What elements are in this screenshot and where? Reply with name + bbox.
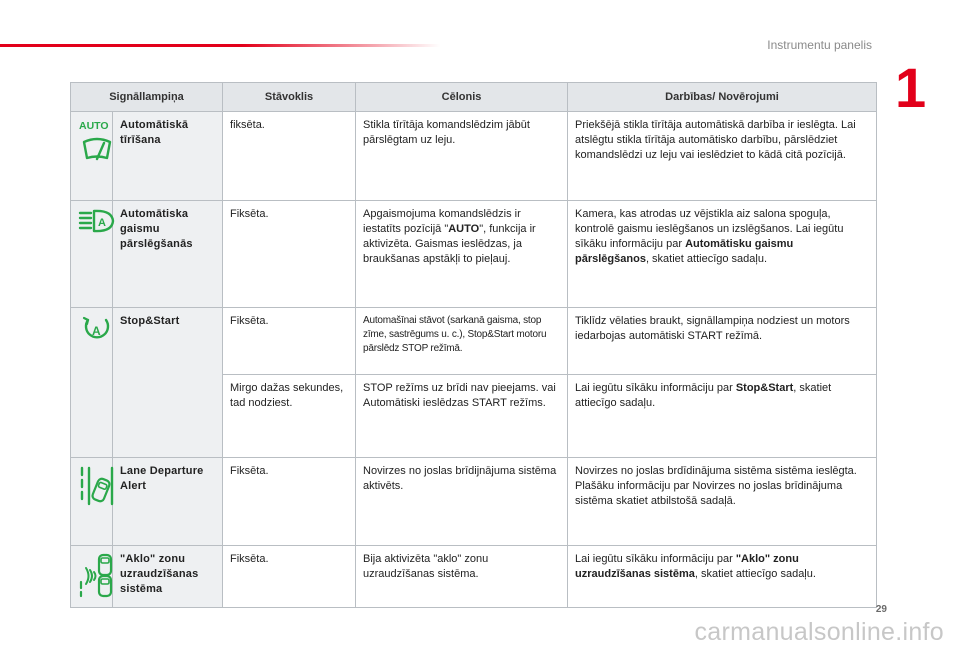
action-text: Lai iegūtu sīkāku informāciju par — [575, 553, 736, 565]
icon-cell — [71, 308, 113, 458]
action-cell — [568, 201, 877, 308]
stop-start-icon — [78, 314, 116, 344]
cause-bold-text: AUTO — [448, 223, 480, 235]
page-number: 29 — [875, 604, 887, 615]
table-row — [71, 308, 877, 375]
cause-cell: Automašīnai stāvot (sarkanā gaisma, stop zīme, sastrēgums u. c.), Stop&Start motoru pārslēdz STOP režīmā. — [356, 308, 568, 375]
table-row — [71, 458, 877, 546]
action-cell: Novirzes no joslas brdīdinājuma sistēma sistēma ieslēgta. Plašāku informāciju par Novirzes no joslas brīdinājuma sistēma skatiet atbilstošā sadaļā. — [568, 458, 877, 546]
action-text: , skatiet attiecīgo sadaļu. — [645, 253, 768, 265]
warning-lamps-table — [70, 82, 877, 608]
state-cell: Fiksēta. — [223, 546, 356, 608]
svg-text:A: A — [98, 217, 106, 229]
action-text: Kamera, kas atrodas uz vējstikla aiz salona spoguļa, kontrolē gaismu ieslēgšanos un izslēgšanos. Lai iegūtu sīkāku informāciju par — [575, 208, 844, 250]
svg-text:A: A — [92, 324, 101, 338]
action-bold-text: "Aklo" zonu uzraudzīšanas sistēma — [575, 553, 799, 580]
table-row — [71, 201, 877, 308]
icon-cell — [71, 546, 113, 608]
col-header-cause: Cēlonis — [356, 83, 568, 112]
table-row — [71, 546, 877, 608]
lamp-name: Automātiska gaismu pārslēgšanās — [113, 201, 223, 308]
blind-spot-icon — [78, 552, 116, 598]
action-text: Lai iegūtu sīkāku informāciju par — [575, 382, 736, 394]
col-header-action: Darbības/ Novērojumi — [568, 83, 877, 112]
cause-text: ", funkcija ir aktivizēta. Gaismas ieslēdzas, ja braukšanas apstākļi to pieļauj. — [363, 223, 536, 265]
action-bold-text: Stop&Start — [735, 382, 794, 394]
state-cell: Fiksēta. — [223, 201, 356, 308]
cause-text: Apgaismojuma komandslēdzis ir iestatīts pozīcijā " — [363, 208, 521, 235]
state-cell: Mirgo dažas sekundes, tad nodziest. — [223, 375, 356, 458]
auto-headlamp-icon — [78, 207, 116, 237]
table-row — [71, 112, 877, 201]
table-header-row — [71, 83, 877, 112]
cause-cell — [356, 201, 568, 308]
icon-cell — [71, 201, 113, 308]
action-bold-text: Automātisku gaismu pārslēgšanos — [575, 238, 794, 265]
state-cell: Fiksēta. — [223, 458, 356, 546]
action-cell — [568, 375, 877, 458]
section-title: Instrumentu panelis — [767, 38, 872, 52]
chapter-number: 1 — [895, 56, 927, 119]
state-cell: Fiksēta. — [223, 308, 356, 375]
header-accent-bar — [0, 44, 440, 47]
action-cell: Tiklīdz vēlaties braukt, signāllampiņa nodziest un motors iedarbojas automātiski START režīmā. — [568, 308, 877, 375]
cause-cell: Novirzes no joslas brīdijnājuma sistēma aktivēts. — [356, 458, 568, 546]
col-header-state: Stāvoklis — [223, 83, 356, 112]
auto-wiper-icon — [78, 118, 116, 166]
col-header-lamp: Signāllampiņa — [71, 83, 223, 112]
lane-departure-icon — [78, 464, 116, 508]
lamp-name: Lane Departure Alert — [113, 458, 223, 546]
icon-cell — [71, 112, 113, 201]
action-text: , skatiet attiecīgo sadaļu. — [575, 382, 832, 409]
action-text: , skatiet attiecīgo sadaļu. — [694, 568, 816, 580]
cause-cell: Bija aktivizēta "aklo" zonu uzraudzīšanas sistēma. — [356, 546, 568, 608]
action-cell — [568, 546, 877, 608]
watermark: carmanualsonline.info — [694, 618, 944, 646]
action-cell: Priekšējā stikla tīrītāja automātiskā darbība ir ieslēgta. Lai atslēgtu stikla tīrītāja automātisko darbību, pārslēdziet komandslēdzi uz leju vai ieslēdziet to kādā citā pozīcijā. — [568, 112, 877, 201]
cause-cell: Stikla tīrītāja komandslēdzim jābūt pārslēgtam uz leju. — [356, 112, 568, 201]
lamp-name: Stop&Start — [113, 308, 223, 458]
svg-text:AUTO: AUTO — [79, 120, 109, 132]
state-cell: fiksēta. — [223, 112, 356, 201]
icon-cell — [71, 458, 113, 546]
cause-cell: STOP režīms uz brīdi nav pieejams. vai Automātiski ieslēdzas START režīms. — [356, 375, 568, 458]
lamp-name: Automātiskā tīrīšana — [113, 112, 223, 201]
lamp-name: "Aklo" zonu uzraudzīšanas sistēma — [113, 546, 223, 608]
